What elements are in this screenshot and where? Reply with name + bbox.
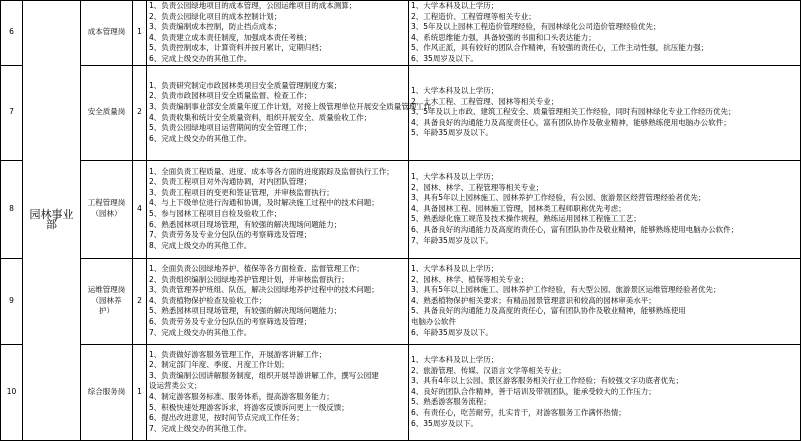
duties-cell [147,344,409,440]
requirement-line: 3、具有5年以上园林施工、园林养护工作经验，有公园、旅游景区经营管理经验者优先； [411,193,706,203]
requirements-cell [409,1,801,66]
headcount-cell: 4 [133,160,147,258]
duty-line: 3、负责工程项目的变更和签证管理，并审核监督执行； [149,187,334,197]
duty-line: 8、完成上级交办的其他工作。 [149,240,252,250]
headcount-cell: 1 [133,1,147,66]
row-number: 7 [1,65,23,160]
duty-line: 2、负责工程项目对外沟通协调，对内团队管理； [149,177,312,187]
table-row [1,1,801,66]
row-number: 6 [1,1,23,66]
duty-line: 4、与上下级单位进行沟通和协调，及时解决施工过程中的技术问题； [149,198,379,208]
requirement-line: 7、年龄35周岁及以下。 [411,235,493,245]
department-cell: 园林事业部 [23,1,81,441]
requirement-line: 4、良好的团队合作精神，善于培训及带领团队，能承受较大的工作压力； [411,386,656,396]
table-row [1,160,801,258]
duty-line: 2、负责公园绿化项目的成本控制计划； [149,11,282,21]
duty-line: 2、负责市政园林项目安全质量监督、检查工作； [149,91,312,101]
requirement-line: 5、年龄35周岁及以下。 [411,128,493,138]
position-line: （园林养 [91,295,122,305]
duty-line: 3、负责编制事业部安全质量年度工作计划，对接上级管理单位开展安全质量管理工作； [149,101,439,111]
duties-cell [147,65,439,160]
duty-line: 6、熟悉园林项目现场管理，有较强的解决现场问题能力； [149,219,342,229]
duty-line: 3、负责编制公园讲解服务制度，组织开展导游讲解工作，撰写公园建 [149,370,379,380]
duty-line: 5、负责公园绿地项目运营期间的安全管理工作； [149,123,312,133]
headcount-cell: 1 [133,344,147,440]
row-number: 10 [1,344,23,440]
requirements-cell [409,344,801,440]
requirement-line: 3、具有4年以上公园、景区游客服务相关行业工作经验；有较强文字功底者优先； [411,376,684,386]
requirement-line: 1、大学本科及以上学历； [411,171,499,181]
duty-line: 2、制定部门年度、季度、月度工作计划； [149,360,289,370]
duty-line: 4、负责建立成本责任制度，加强成本责任考核； [149,32,312,42]
duty-line: 4、负责植物保护检查及验收工作； [149,295,267,305]
requirement-line: 6、35周岁及以下。 [411,53,478,63]
duty-line: 6、负责劳务及专业分包队伍的考察筛选及管理； [149,316,312,326]
requirement-line: 6、具备良好的沟通能力及高度的责任心，富有团队协作及敬业精神，能够熟练使用电脑办公软件； [411,224,739,234]
requirement-line: 2、土木工程、工程管理、园林等相关专业； [411,96,559,106]
requirement-line: 6、有责任心，吃苦耐劳，扎实肯干，对游客服务工作满怀热情； [411,407,626,417]
requirement-line: 5、熟悉游客服务流程； [411,397,491,407]
table-row [1,344,801,440]
requirement-line: 3、具有5年以上园林施工、园林养护工作经验，有大型公园、旅游景区运维管理经验者优先； [411,285,721,295]
requirement-line: 1、大学本科及以上学历； [411,86,499,96]
duty-line: 1、负责研究制定市政园林类项目安全质量管理制度方案； [149,80,342,90]
requirement-line: 1、大学本科及以上学历； [411,263,499,273]
table-row [1,258,801,344]
duty-line: 1、全面负责工程质量、进度、成本等各方面的进度跟踪及监督执行工作； [149,166,394,176]
requirement-line: 2、旅游管理、传媒、汉语言文学等相关专业； [411,365,566,375]
table-row [1,65,801,160]
duty-line: 设运营类公文； [149,381,202,391]
duty-line: 3、负责编制成本控制，防止挡点成本； [149,22,282,32]
requirement-line: 5、熟悉绿化施工规范及技术操作规程，熟练运用园林工程施工工艺； [411,214,641,224]
duty-line: 5、负责控制成本，计算资料并按月累计，定期归档； [149,43,327,53]
position-cell [81,258,133,344]
requirement-line: 1、大学本科及以上学历； [411,354,499,364]
position-line: （园林） [91,209,122,219]
duty-line: 1、全面负责公园绿地养护、植保等各方面检查、监督管理工作； [149,263,364,273]
requirement-line: 1、大学本科及以上学历； [411,1,499,10]
duty-line: 5、熟悉园林项目现场管理，有较强的解决现场问题能力； [149,306,342,316]
duties-cell [147,1,409,66]
requirements-cell [409,258,801,344]
position-line: 工程管理岗 [87,198,126,208]
duties-cell [147,258,409,344]
duty-line: 1、负责公园绿地项目的成本管理，公园运维项目的成本测算； [149,1,357,10]
position-cell: 安全质量岗 [81,65,133,160]
requirement-line: 4、系统思维能力强，具备较强的书面和口头表达能力； [411,32,596,42]
requirement-line: 5、作风正派，具有较好的团队合作精神，有较强的责任心，工作主动性强，抗压能力强； [411,43,709,53]
position-cell: 综合服务岗 [81,344,133,440]
duty-line: 7、完成上级交办的其他工作。 [149,423,252,433]
position-line: 护） [99,306,114,316]
headcount-cell: 2 [133,258,147,344]
duty-line: 2、负责组织编制公园绿地养护管理计划，并审核监督执行； [149,274,349,284]
headcount-cell: 2 [133,65,147,160]
position-cell: 成本管理岗 [81,1,133,66]
duty-line: 7、完成上级交办的其他工作。 [149,327,252,337]
requirement-line: 2、园林、林学、植保等相关专业； [411,274,529,284]
duties-cell [147,160,409,258]
position-line: 运维管理岗 [87,285,126,295]
requirement-line: 4、具备良好的沟通能力及高度责任心，富有团队协作及敬业精神，能够熟练使用电脑办公软件； [411,117,731,127]
duty-line: 4、制定游客服务标准、服务体系，提高游客服务能力； [149,392,334,402]
requirements-cell [409,65,801,160]
requirement-line: 4、熟悉植物保护相关要求；有精品园景管理意识和较高的园林审美水平； [411,295,656,305]
duty-line: 5、积极快速处理游客诉求，将游客反馈诉问更上一级反馈； [149,402,349,412]
requirement-line: 2、园林、林学、工程管理等相关专业； [411,182,544,192]
position-cell [81,160,133,258]
requirements-cell [409,160,801,258]
duty-line: 6、提出改进意见，按时间节点完成工作任务； [149,413,304,423]
duty-line: 7、负责劳务及专业分包队伍的考察筛选及管理； [149,230,312,240]
requirement-line: 6、35周岁及以下。 [411,418,478,428]
requirement-line: 5、具备良好的沟通能力及高度的责任心，富有团队协作及敬业精神，能够熟练使用 [411,306,686,316]
duty-line: 1、负责做好游客服务管理工作，开展游客讲解工作； [149,349,327,359]
duty-line: 5、参与园林工程项目自检及验收工作； [149,209,282,219]
requirement-line: 电脑办公软件 [411,316,456,326]
requirement-line: 3、5年及以上园林工程造价管理经验，有园林绿化公司造价管理经验优先； [411,22,661,32]
requirement-line: 4、具备园林工程、园林施工管理，园林类工程师职称优先考虑； [411,203,626,213]
requirement-line: 3、5年及以上市政、建筑工程安全、质量管理相关工作经验，同时有园林绿化专业工作经历优先； [411,107,736,117]
duty-line: 3、负责管理养护班组、队伍，解决公园绿地养护过程中的技术问题； [149,285,379,295]
requirement-line: 2、工程造价、工程管理等相关专业； [411,11,536,21]
duty-line: 6、完成上级交办的其他工作。 [149,53,252,63]
row-number: 9 [1,258,23,344]
row-number: 8 [1,160,23,258]
duty-line: 4、负责收集和统计安全质量资料，组织开展安全、质量验收工作； [149,112,372,122]
duty-line: 6、完成上级交办的其他工作。 [149,133,252,143]
requirement-line: 6、年龄35周岁及以下。 [411,327,493,337]
